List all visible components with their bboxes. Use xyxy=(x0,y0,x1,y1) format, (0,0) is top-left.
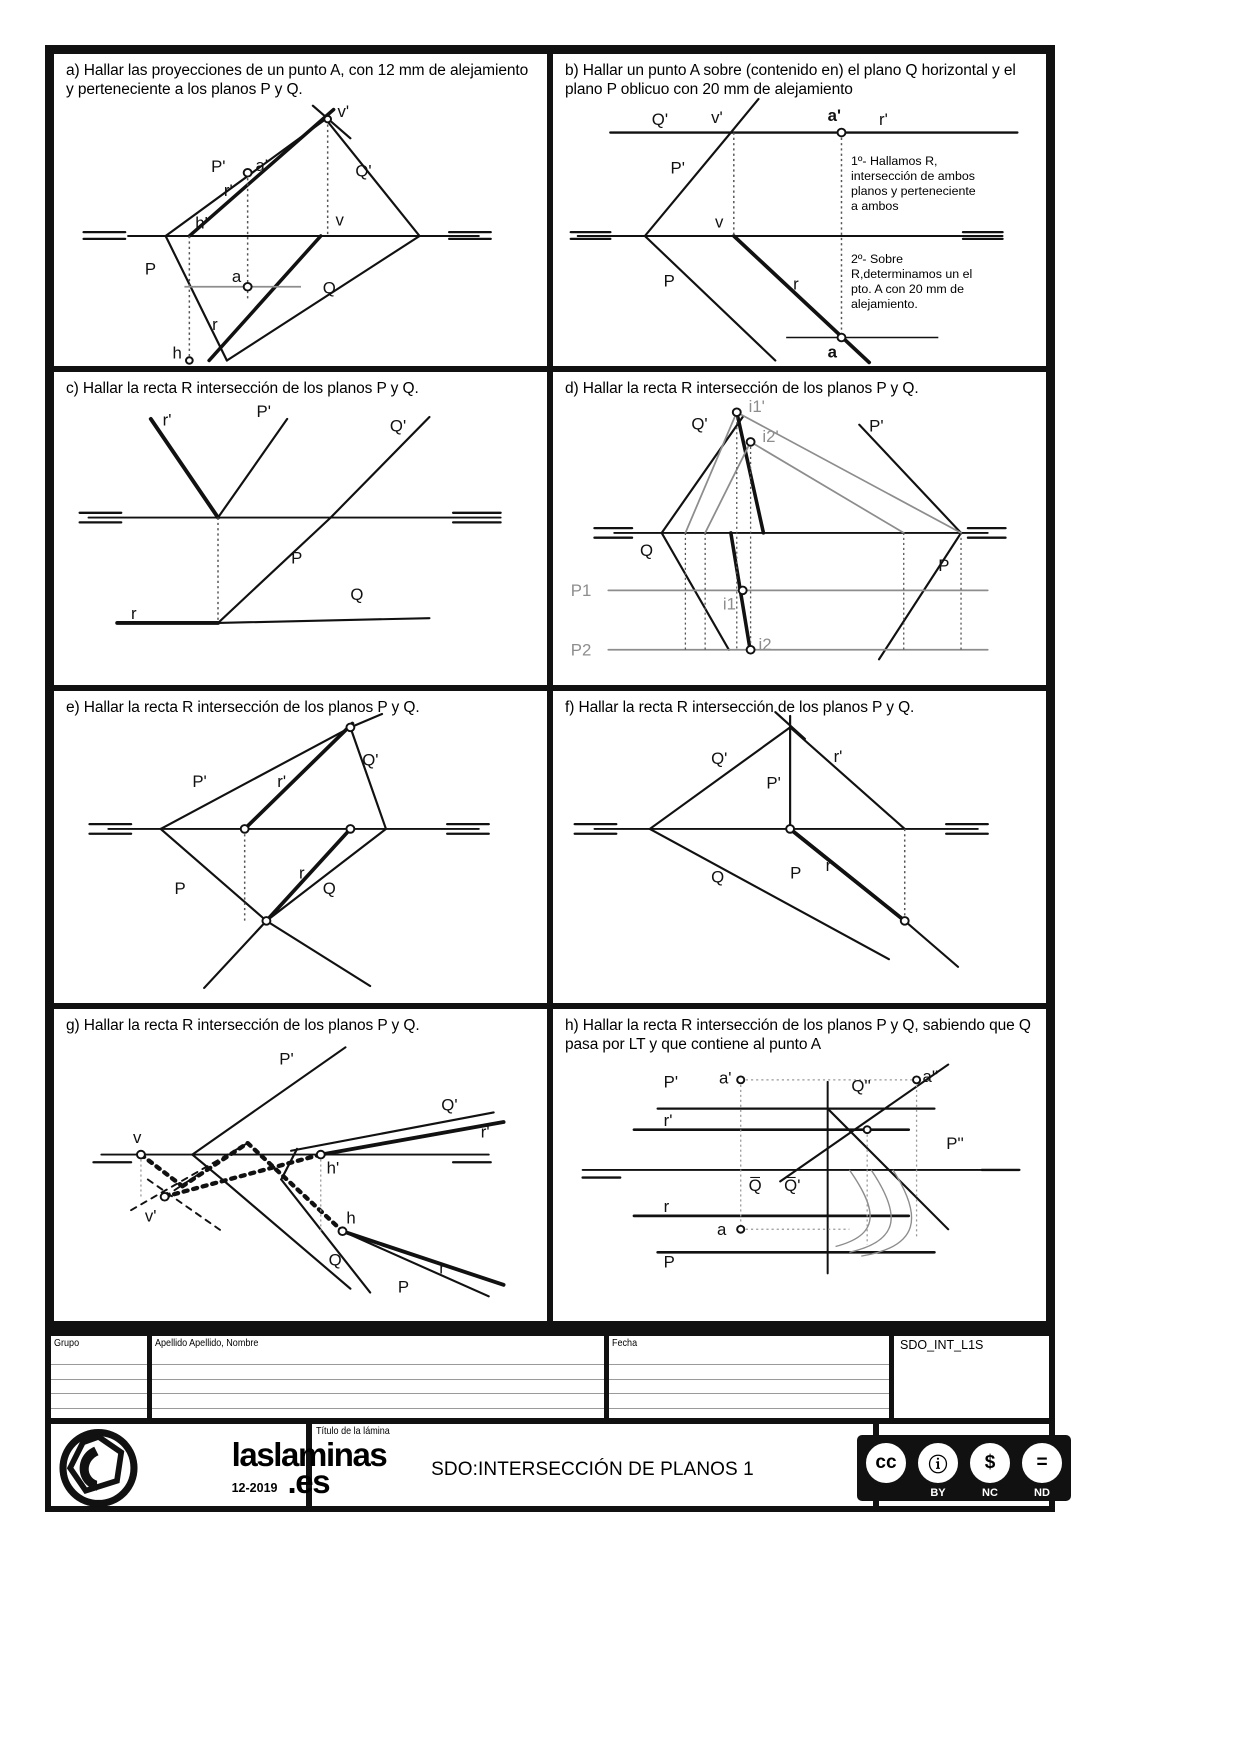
panel-b-prompt: b) Hallar un punto A sobre (contenido en) el plano Q horizontal y el plano P oblicuo con 20 mm de alejamiento xyxy=(565,62,1016,99)
panel-e-drawing xyxy=(54,691,547,1003)
panel-f-drawing xyxy=(553,691,1046,1003)
cc-mark xyxy=(862,1439,910,1499)
label-Pp: P' xyxy=(256,402,271,422)
label-hp: h' xyxy=(326,1158,340,1178)
label-a: a xyxy=(717,1220,727,1239)
label-Q: Q xyxy=(639,541,653,561)
title-block xyxy=(45,1330,1055,1512)
label-rp: r' xyxy=(162,411,172,430)
label-P1: P1 xyxy=(570,581,592,601)
laslaminas-mark-icon xyxy=(0,1424,226,1512)
field-grupo-rules xyxy=(51,1351,147,1418)
panel-d xyxy=(550,369,1049,687)
label-Q: Q xyxy=(328,1250,342,1270)
panel-b xyxy=(550,51,1049,369)
label-vp: v' xyxy=(337,102,350,122)
logo-date: 12-2019 xyxy=(231,1481,278,1496)
cc-nc-label: NC xyxy=(982,1487,998,1499)
label-Qp: Q' xyxy=(651,110,669,129)
panel-d-prompt: d) Hallar la recta R intersección de los planos P y Q. xyxy=(565,380,919,398)
label-h: h xyxy=(346,1208,356,1228)
label-P2: P2 xyxy=(570,640,592,660)
label-Qp: Q' xyxy=(355,161,372,181)
dollar-slash-icon: $ xyxy=(966,1439,1014,1487)
cc-nd xyxy=(1018,1439,1066,1499)
panel-a-prompt: a) Hallar las proyecciones de un punto A, con 12 mm de alejamiento y perteneciente a los planos P y Q. xyxy=(66,62,529,99)
label-r: r xyxy=(663,1197,670,1216)
cc-nd-label: ND xyxy=(1034,1487,1050,1499)
label-r: r xyxy=(212,315,218,334)
panel-c-prompt: c) Hallar la recta R intersección de los planos P y Q. xyxy=(66,380,419,398)
field-nombre-rules xyxy=(152,1351,604,1418)
label-app: a'' xyxy=(922,1066,939,1086)
cc-by-label: BY xyxy=(930,1487,946,1499)
label-P: P xyxy=(663,1252,675,1272)
label-Pp: P' xyxy=(192,771,207,791)
sheet-title-cell xyxy=(312,1424,879,1512)
label-hp: h' xyxy=(195,213,208,233)
label-rp: r' xyxy=(833,746,843,766)
label-Pp: P' xyxy=(670,158,685,178)
cc-nc xyxy=(966,1439,1014,1499)
logo-wordmark: laslaminas xyxy=(231,1435,387,1473)
label-i1: i1 xyxy=(722,595,737,614)
panel-h xyxy=(550,1006,1049,1324)
label-i1p: i1' xyxy=(748,397,765,417)
panel-c-drawing xyxy=(54,372,547,684)
cc-mark-label xyxy=(884,1487,887,1499)
label-Q: Q xyxy=(322,278,336,298)
label-h: h xyxy=(172,343,182,363)
label-P: P xyxy=(291,549,303,568)
panel-h-drawing xyxy=(553,1009,1046,1321)
cc-icon: cc xyxy=(862,1439,910,1487)
label-Pp: P' xyxy=(279,1049,294,1069)
label-Qp: Q' xyxy=(389,416,407,436)
label-r: r xyxy=(299,863,305,883)
panel-g-drawing xyxy=(54,1009,547,1321)
field-sheet-code xyxy=(889,1336,1049,1418)
field-nombre-label: Apellido Apellido, Nombre xyxy=(155,1337,259,1349)
panel-a xyxy=(51,51,550,369)
panel-f-prompt: f) Hallar la recta R intersección de los planos P y Q. xyxy=(565,698,915,716)
label-rp: r' xyxy=(277,771,287,791)
label-r: r xyxy=(439,1258,445,1278)
label-Qpb: Q̅' xyxy=(784,1175,801,1195)
cc-by xyxy=(914,1439,962,1499)
title-block-footer xyxy=(51,1418,1049,1512)
label-P: P xyxy=(174,878,186,898)
panel-b-note-2: 2º- Sobre R,determinamos un el pto. A con 20 mm de alejamiento. xyxy=(851,252,973,311)
field-grupo[interactable] xyxy=(51,1336,147,1418)
field-nombre[interactable] xyxy=(147,1336,604,1418)
title-block-fields xyxy=(51,1336,1049,1418)
label-Qpp: Q'' xyxy=(851,1076,871,1096)
label-r: r xyxy=(131,604,137,624)
label-Q: Q xyxy=(711,867,725,887)
label-r: r xyxy=(825,855,832,875)
label-Qp: Q' xyxy=(711,748,728,768)
panel-a-drawing xyxy=(54,54,547,366)
panel-b-note-1: 1º- Hallamos R, intersección de ambos planos y perteneciente a ambos xyxy=(851,154,976,213)
label-Qp: Q' xyxy=(362,750,379,770)
label-Qp: Q' xyxy=(691,414,708,434)
label-a: a xyxy=(827,342,838,362)
label-rp: r' xyxy=(480,1122,490,1142)
label-vp: v' xyxy=(144,1206,157,1226)
label-rp: r' xyxy=(879,110,888,129)
field-fecha[interactable] xyxy=(604,1336,889,1418)
panel-f xyxy=(550,688,1049,1006)
label-Qp: Q' xyxy=(441,1095,458,1115)
label-a: a xyxy=(231,267,242,286)
label-ap: a' xyxy=(827,106,841,125)
label-vp: v' xyxy=(711,108,723,127)
label-P: P xyxy=(397,1277,410,1297)
label-v: v xyxy=(715,212,724,232)
sheet-title-caption: Título de la lámina xyxy=(316,1425,390,1437)
label-P: P xyxy=(790,863,802,883)
creative-commons-badge xyxy=(875,1424,1050,1512)
label-Qb: Q̅ xyxy=(748,1175,762,1195)
label-Ppp: P'' xyxy=(946,1133,964,1153)
label-ap: a' xyxy=(718,1068,732,1088)
field-fecha-rules xyxy=(609,1351,889,1418)
label-v: v xyxy=(335,210,344,230)
panel-h-prompt: h) Hallar la recta R intersección de los planos P y Q, sabiendo que Q pasa por LT y que contiene al punto A xyxy=(565,1016,1031,1054)
label-rp: r' xyxy=(663,1110,673,1130)
panel-e-prompt: e) Hallar la recta R intersección de los planos P y Q. xyxy=(66,698,420,716)
label-P: P xyxy=(144,259,157,279)
label-P: P xyxy=(663,271,675,291)
label-Pp: P' xyxy=(663,1072,679,1092)
label-P: P xyxy=(938,556,950,576)
label-Pp: P' xyxy=(869,416,884,436)
label-v: v xyxy=(133,1128,142,1147)
label-i2p: i2' xyxy=(762,427,779,447)
label-r: r xyxy=(793,274,799,294)
label-i2: i2 xyxy=(758,635,772,654)
field-grupo-label: Grupo xyxy=(54,1337,80,1349)
panel-g xyxy=(51,1006,550,1324)
logo-suffix: .es xyxy=(287,1463,330,1500)
label-Q: Q xyxy=(350,585,364,605)
label-Pp: P' xyxy=(211,157,226,176)
label-ap: a' xyxy=(255,156,269,175)
person-icon: ⓘ xyxy=(914,1439,962,1487)
field-fecha-label: Fecha xyxy=(612,1337,638,1349)
sheet-code-text: SDO_INT_L1S xyxy=(900,1338,984,1352)
panel-c xyxy=(51,369,550,687)
panel-e xyxy=(51,688,550,1006)
label-rp: r' xyxy=(223,180,233,200)
label-Pp: P' xyxy=(766,773,781,793)
sheet-title-text: SDO:INTERSECCIÓN DE PLANOS 1 xyxy=(431,1458,754,1480)
panel-d-drawing xyxy=(553,372,1046,684)
equals-icon: = xyxy=(1018,1439,1066,1487)
label-Q: Q xyxy=(322,878,336,898)
exercise-grid xyxy=(45,45,1055,1330)
panel-g-prompt: g) Hallar la recta R intersección de los planos P y Q. xyxy=(66,1016,420,1034)
